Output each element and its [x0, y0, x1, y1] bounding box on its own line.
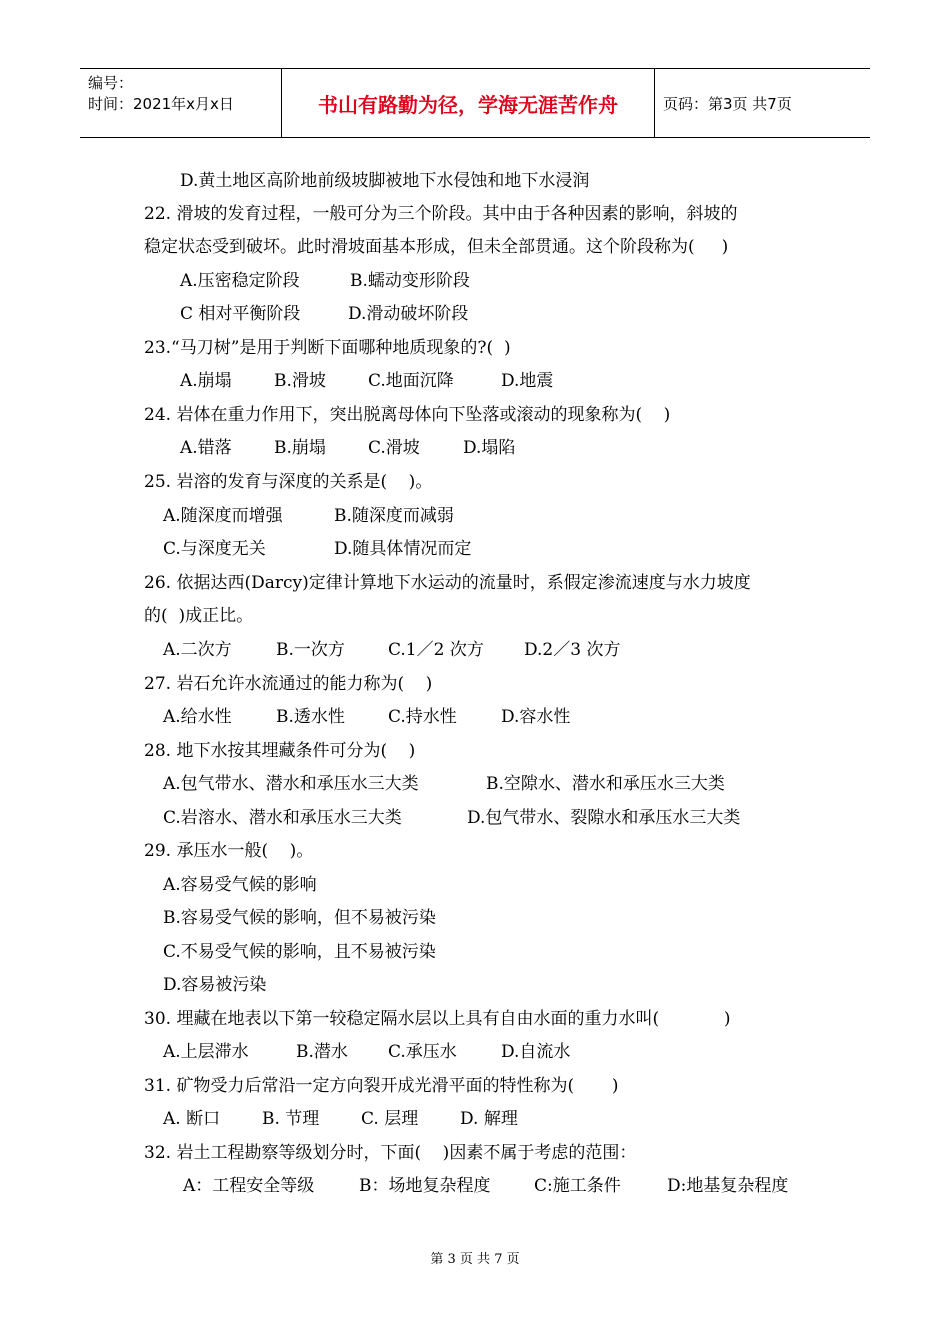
option-a: A.上层滞水 [163, 1042, 249, 1062]
option-c: C.地面沉降 [368, 371, 454, 391]
option-a: A. 断口 [163, 1109, 221, 1129]
option-c: C.不易受气候的影响，且不易被污染 [163, 942, 436, 962]
option-c: C:施工条件 [534, 1176, 621, 1196]
option-b: B.容易受气候的影响，但不易被污染 [163, 908, 436, 928]
option-b: B.崩塌 [274, 438, 326, 458]
question-29: 29. 承压水一般( )。 [144, 841, 314, 861]
question-32: 32. 岩土工程勘察等级划分时，下面( )因素不属于考虑的范围： [144, 1143, 637, 1163]
option-a: A.二次方 [163, 640, 232, 660]
option-c: C.滑坡 [368, 438, 420, 458]
question-24: 24. 岩体在重力作用下，突出脱离母体向下坠落或滚动的现象称为( ) [144, 405, 671, 425]
option-d: D.2／3 次方 [524, 640, 621, 660]
text-line: D.黄土地区高阶地前级坡脚被地下水侵蚀和地下水浸润 [180, 171, 590, 191]
question-28: 28. 地下水按其埋藏条件可分为( ) [144, 741, 416, 761]
page-footer: 第 3 页 共 7 页 [430, 1252, 520, 1267]
option-a: A.容易受气候的影响 [163, 875, 317, 895]
question-26-cont: 的( )成正比。 [144, 606, 254, 626]
option-d: D.滑动破坏阶段 [348, 304, 469, 324]
option-d: D.塌陷 [463, 438, 516, 458]
option-d: D.自流水 [501, 1042, 571, 1062]
question-26: 26. 依据达西(Darcy)定律计算地下水运动的流量时，系假定渗流速度与水力坡度 [144, 573, 751, 593]
option-a: A.随深度而增强 [163, 506, 283, 526]
option-b: B.潜水 [296, 1042, 348, 1062]
option-c: C.承压水 [388, 1042, 457, 1062]
question-27: 27. 岩石允许水流通过的能力称为( ) [144, 674, 433, 694]
option-d: D.容易被污染 [163, 975, 267, 995]
option-a: A.压密稳定阶段 [180, 271, 300, 291]
option-c: C.与深度无关 [163, 539, 266, 559]
code-label: 编号： [88, 74, 134, 92]
header-motto: 书山有路勤为径，学海无涯苦作舟 [282, 69, 655, 137]
option-b: B：场地复杂程度 [359, 1176, 491, 1196]
option-d: D.地震 [501, 371, 554, 391]
option-b: B. 节理 [262, 1109, 320, 1129]
header-page-number: 页码：第3页 共7页 [663, 94, 792, 113]
option-b: B.随深度而减弱 [334, 506, 454, 526]
page-header [80, 68, 870, 138]
option-a: A：工程安全等级 [183, 1176, 315, 1196]
option-d: D.随具体情况而定 [334, 539, 472, 559]
option-b: B.蠕动变形阶段 [350, 271, 470, 291]
option-d: D.包气带水、裂隙水和承压水三大类 [467, 808, 741, 828]
option-a: A.错落 [180, 438, 232, 458]
option-c: C.持水性 [388, 707, 457, 727]
question-22: 22. 滑坡的发育过程，一般可分为三个阶段。其中由于各种因素的影响，斜坡的 [144, 204, 738, 224]
option-b: B.透水性 [276, 707, 345, 727]
header-meta [80, 69, 282, 137]
question-31: 31. 矿物受力后常沿一定方向裂开成光滑平面的特性称为( ) [144, 1076, 619, 1096]
option-d: D.容水性 [501, 707, 571, 727]
question-30: 30. 埋藏在地表以下第一较稳定隔水层以上具有自由水面的重力水叫( ) [144, 1009, 731, 1029]
option-d: D. 解理 [460, 1109, 518, 1129]
question-23: 23.“马刀树”是用于判断下面哪种地质现象的?( ) [144, 338, 511, 358]
time-label: 时间：2021年x月x日 [88, 95, 234, 113]
option-a: A.包气带水、潜水和承压水三大类 [163, 774, 419, 794]
option-b: B.一次方 [276, 640, 345, 660]
option-c: C.1／2 次方 [388, 640, 484, 660]
option-d: D:地基复杂程度 [667, 1176, 789, 1196]
option-c: C.岩溶水、潜水和承压水三大类 [163, 808, 402, 828]
option-b: B.空隙水、潜水和承压水三大类 [486, 774, 725, 794]
question-25: 25. 岩溶的发育与深度的关系是( )。 [144, 472, 433, 492]
option-a: A.崩塌 [180, 371, 232, 391]
question-22-cont: 稳定状态受到破坏。此时滑坡面基本形成，但未全部贯通。这个阶段称为( ) [144, 237, 729, 257]
option-b: B.滑坡 [274, 371, 326, 391]
option-a: A.给水性 [163, 707, 232, 727]
option-c: C 相对平衡阶段 [180, 304, 301, 324]
option-c: C. 层理 [361, 1109, 419, 1129]
